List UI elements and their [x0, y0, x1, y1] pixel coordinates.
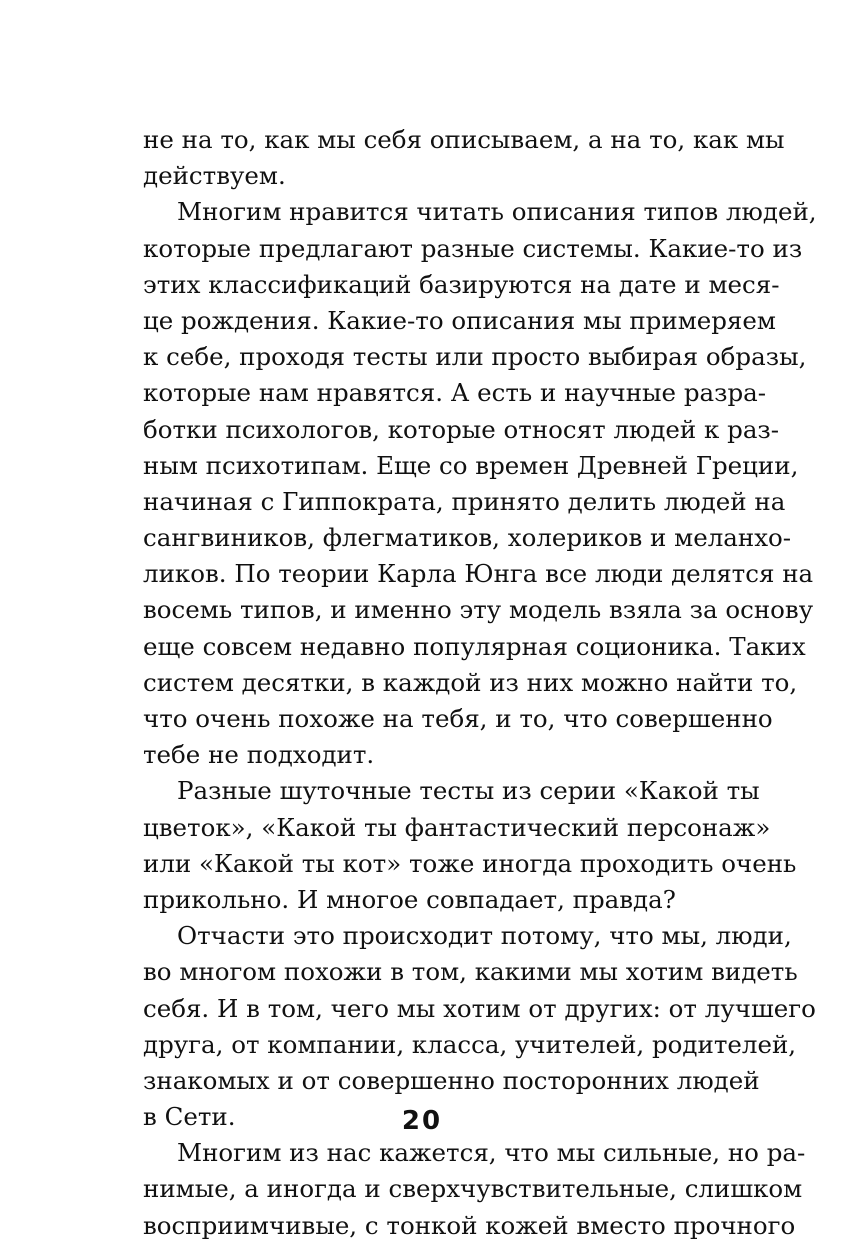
text-line: цветок», «Какой ты фантастический персонаж» — [143, 812, 771, 842]
text-line: себя. И в том, чего мы хотим от других: от лучшего — [143, 993, 816, 1023]
text-line: систем десятки, в каждой из них можно найти то, — [143, 667, 798, 697]
text-line: этих классификаций базируются на дате и меся- — [143, 269, 780, 299]
text-line: нимые, а иногда и сверхчувствительные, слишком — [143, 1174, 803, 1204]
paragraph-first-line: Отчасти это происходит потому, что мы, люди, — [177, 921, 792, 951]
text-line: в Сети. — [143, 1102, 236, 1132]
text-line: восприимчивые, с тонкой кожей вместо прочного — [143, 1210, 796, 1240]
text-line: которые нам нравятся. А есть и научные разра- — [143, 378, 767, 408]
text-line: друга, от компании, класса, учителей, родителей, — [143, 1029, 797, 1059]
text-line: еще совсем недавно популярная соционика. Таких — [143, 631, 806, 661]
text-line: ботки психологов, которые относят людей к раз- — [143, 414, 780, 444]
text-line: ным психотипам. Еще со времен Древней Греции, — [143, 450, 799, 480]
text-line: не на то, как мы себя описываем, а на то, как мы — [143, 125, 785, 154]
text-line: во многом похожи в том, какими мы хотим видеть — [143, 957, 798, 987]
text-line: знакомых и от совершенно посторонних людей — [143, 1065, 760, 1095]
body-text — [143, 122, 817, 1244]
text-line: сангвиников, флегматиков, холериков и меланхо- — [143, 523, 792, 553]
paragraph-first-line: Многим нравится читать описания типов людей, — [177, 197, 817, 227]
page-number: 20 — [401, 1106, 443, 1136]
text-line: которые предлагают разные системы. Какие-то из — [143, 233, 803, 263]
text-line: це рождения. Какие-то описания мы примеряем — [143, 305, 776, 335]
text-line: или «Какой ты кот» тоже иногда проходить очень — [143, 848, 797, 878]
text-line: что очень похоже на тебя, и то, что совершенно — [143, 704, 773, 733]
text-line: действуем. — [143, 161, 286, 191]
text-line: ликов. По теории Карла Юнга все люди делятся на — [143, 559, 814, 589]
paragraph-first-line: Разные шуточные тесты из серии «Какой ты — [177, 776, 760, 806]
text-line: к себе, проходя тесты или просто выбирая образы, — [143, 342, 807, 372]
text-line: тебе не подходит. — [143, 740, 375, 770]
text-line: восемь типов, и именно эту модель взяла за основу — [143, 595, 814, 625]
text-line: прикольно. И многое совпадает, правда? — [143, 884, 676, 914]
text-line: начиная с Гиппократа, принято делить людей на — [143, 486, 786, 516]
paragraph-first-line: Многим из нас кажется, что мы сильные, но ра- — [177, 1138, 806, 1168]
